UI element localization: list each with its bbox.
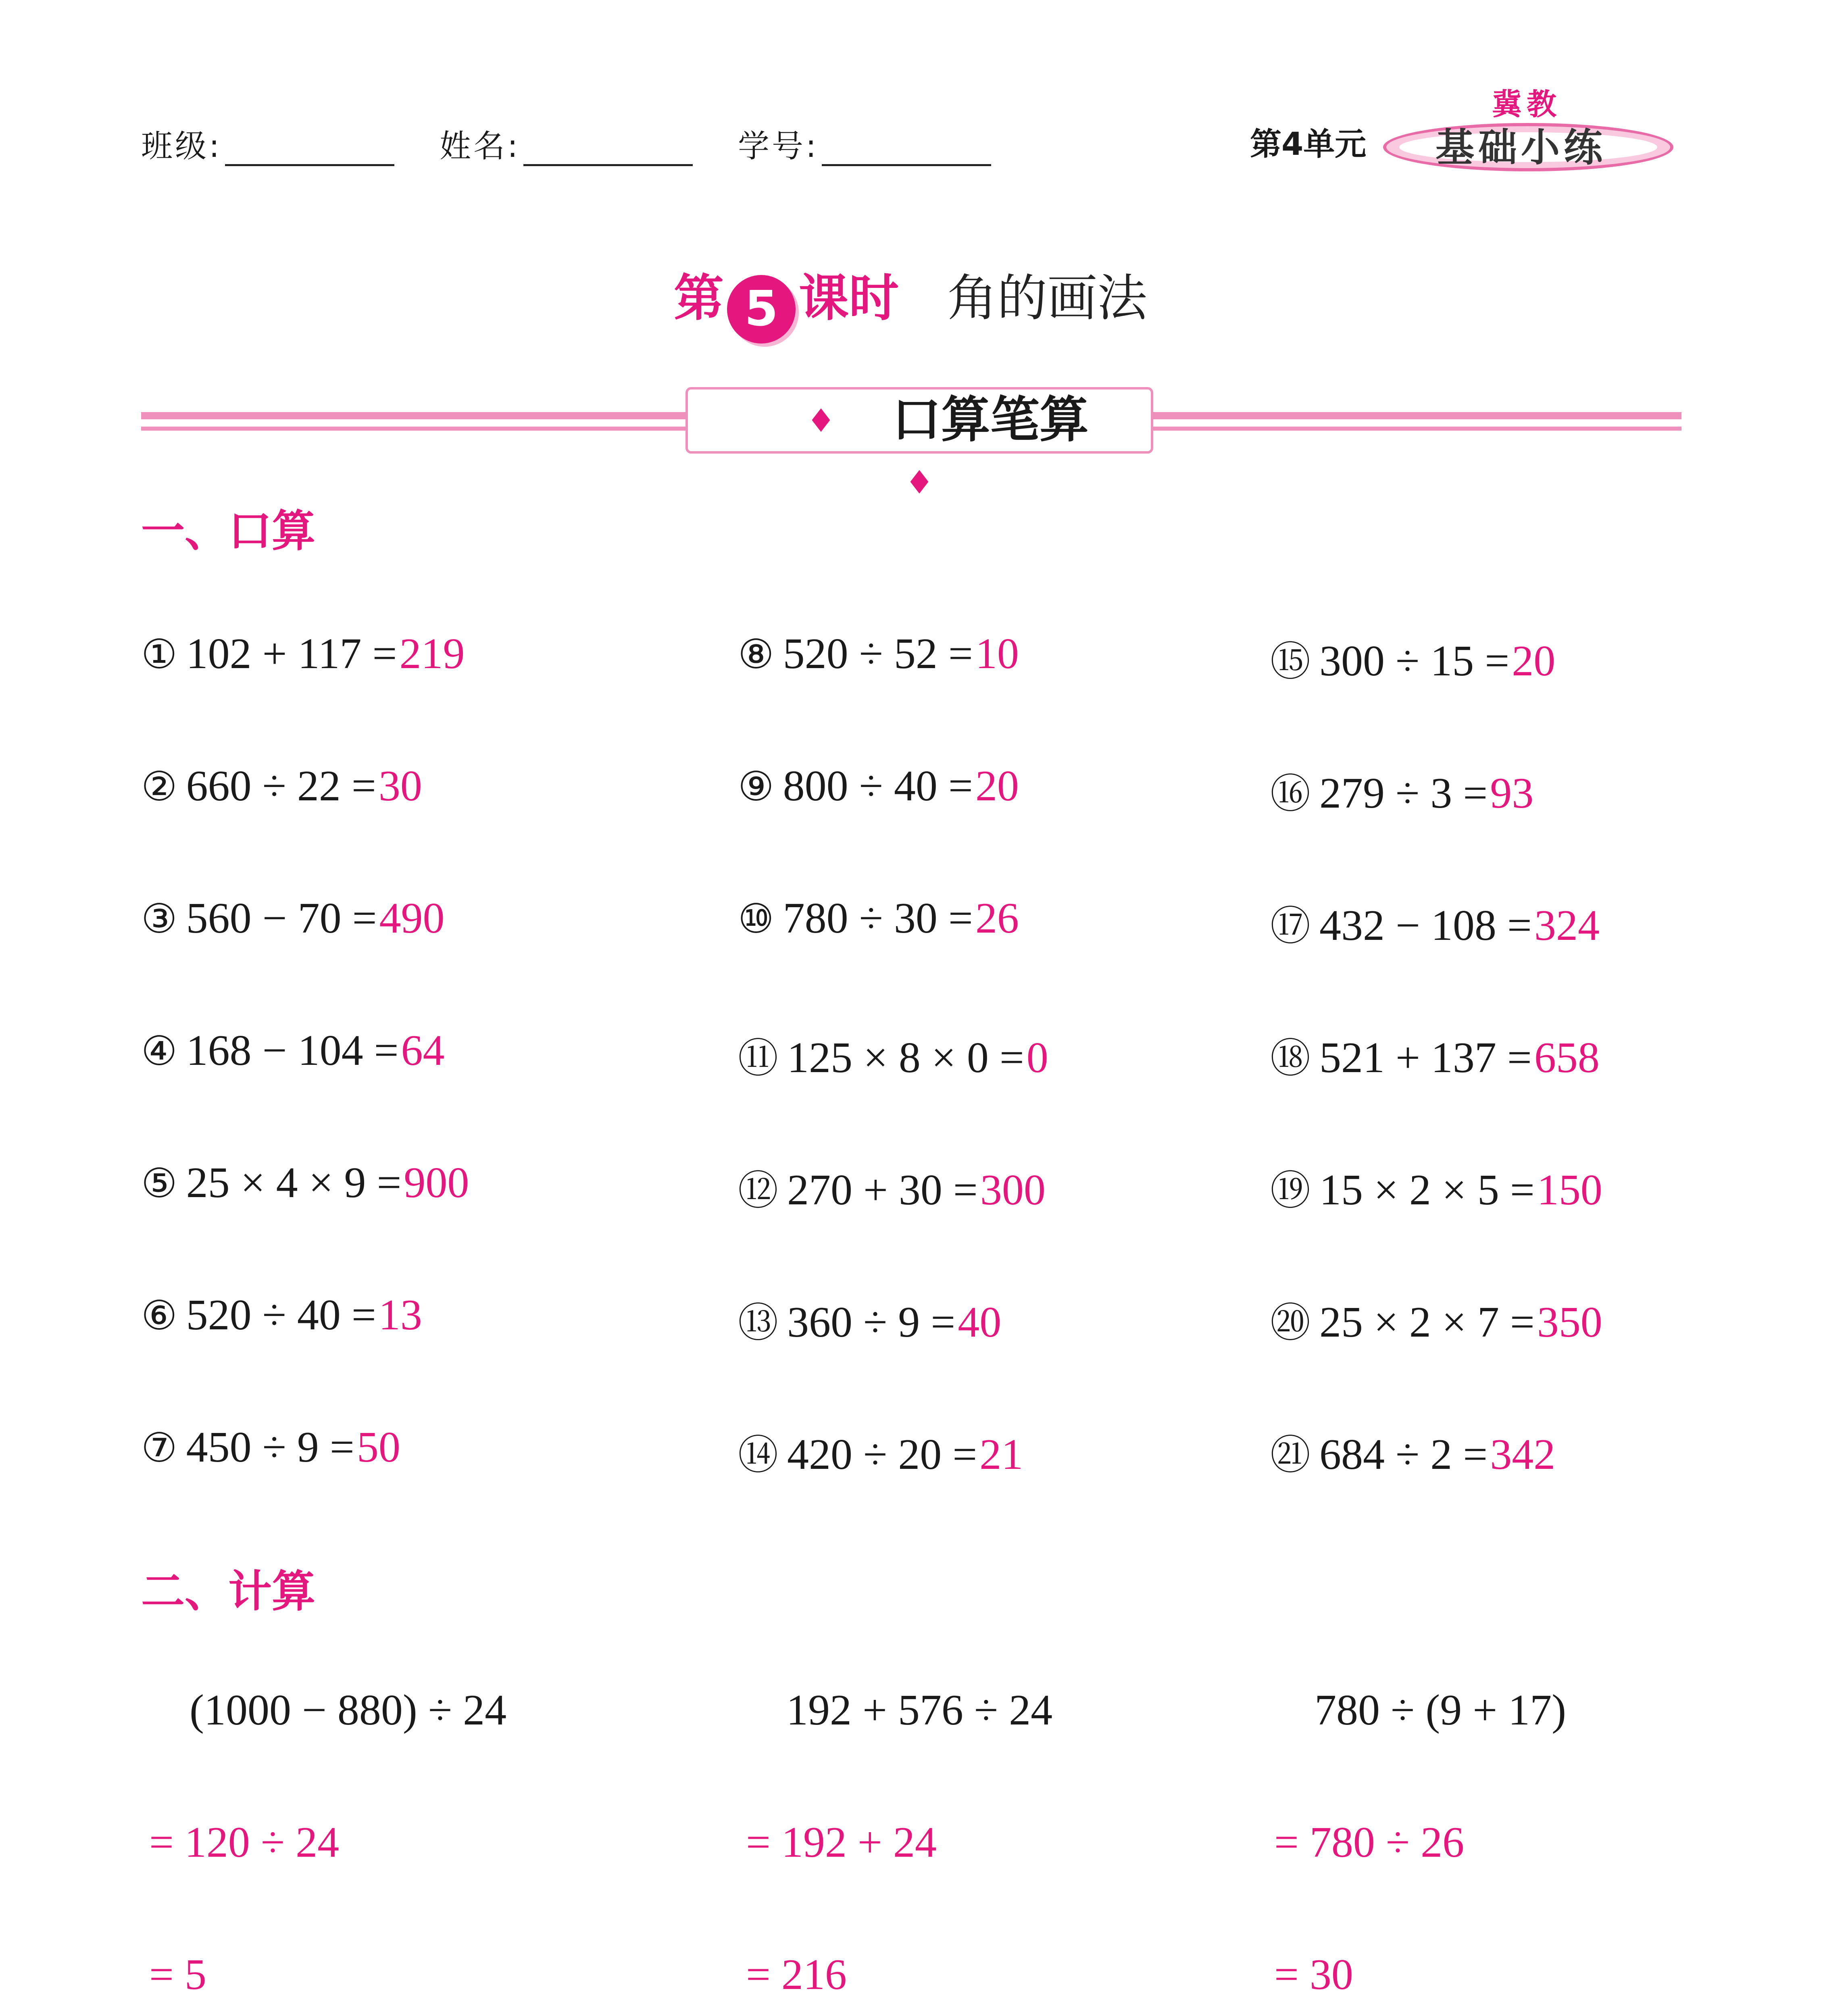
problem-index: ⑲ <box>1270 1167 1311 1214</box>
problem-index: ⑦ <box>141 1424 177 1471</box>
problem-index: ⑩ <box>738 895 774 942</box>
problem-answer[interactable]: 20 <box>975 762 1019 810</box>
name-blank[interactable] <box>523 136 693 166</box>
name-label: 姓名: <box>440 128 521 165</box>
problem-index: ⑭ <box>738 1431 778 1479</box>
problem-index: ⑫ <box>738 1167 778 1214</box>
problem-expression: 684 ÷ 2 = <box>1319 1431 1488 1479</box>
oral-problem <box>738 1026 1048 1084</box>
problem-answer[interactable]: 219 <box>399 630 465 678</box>
problem-index: ⑰ <box>1270 902 1311 950</box>
series-logo: 基础小练 <box>1436 125 1606 170</box>
oral-problem <box>1270 1290 1602 1348</box>
problem-answer[interactable]: 350 <box>1537 1298 1602 1346</box>
problem-expression: 25 × 4 × 9 = <box>186 1159 402 1207</box>
problem-answer[interactable]: 300 <box>980 1166 1046 1214</box>
oral-problem <box>738 1158 1046 1216</box>
oral-problem <box>738 761 1019 811</box>
problem-index: ③ <box>141 895 177 942</box>
problem-expression: 660 ÷ 22 = <box>186 762 376 810</box>
calc-step[interactable]: = 192 + 24 <box>746 1818 937 1866</box>
diamond-icon: ♦ <box>806 402 835 439</box>
lesson-title <box>0 258 1821 344</box>
oral-problem <box>141 761 422 811</box>
problem-expression: 15 × 2 × 5 = <box>1319 1166 1535 1214</box>
calc-expression: 780 ÷ (9 + 17) <box>1315 1686 1567 1734</box>
class-label: 班级: <box>141 128 222 165</box>
oral-problem <box>141 629 465 679</box>
problem-expression: 450 ÷ 9 = <box>186 1423 354 1471</box>
problem-expression: 432 − 108 = <box>1319 902 1532 950</box>
lesson-topic: 角的画法 <box>947 269 1148 327</box>
calc-expression: (1000 − 880) ÷ 24 <box>190 1686 507 1734</box>
oral-problem <box>738 1290 1001 1348</box>
oral-problem <box>141 1290 422 1340</box>
problem-answer[interactable]: 658 <box>1534 1034 1600 1082</box>
problem-answer[interactable]: 10 <box>975 630 1019 678</box>
oral-problem <box>1270 893 1600 952</box>
problem-expression: 520 ÷ 40 = <box>186 1291 376 1339</box>
lesson-suffix: 课时 <box>798 269 899 327</box>
problem-expression: 168 − 104 = <box>186 1027 399 1075</box>
calc-result[interactable]: = 30 <box>1274 1951 1353 1999</box>
problem-answer[interactable]: 150 <box>1537 1166 1602 1214</box>
problem-index: ⑧ <box>738 631 774 678</box>
problem-answer[interactable]: 30 <box>378 762 422 810</box>
problem-index: ⑱ <box>1270 1035 1311 1082</box>
name-field <box>440 121 693 166</box>
problem-expression: 300 ÷ 15 = <box>1319 637 1510 685</box>
calc-step[interactable]: = 780 ÷ 26 <box>1274 1818 1465 1866</box>
section-heading-calc: 二、计算 <box>141 1566 316 1617</box>
oral-problem <box>738 1422 1023 1481</box>
class-field <box>141 121 394 166</box>
id-field <box>738 121 991 166</box>
id-blank[interactable] <box>822 136 991 166</box>
problem-answer[interactable]: 13 <box>378 1291 422 1339</box>
problem-expression: 270 + 30 = <box>787 1166 978 1214</box>
problem-answer[interactable]: 93 <box>1490 769 1534 817</box>
calc-step[interactable]: = 120 ÷ 24 <box>149 1818 340 1866</box>
problem-expression: 360 ÷ 9 = <box>787 1298 956 1346</box>
oral-problem <box>738 629 1019 679</box>
problem-expression: 279 ÷ 3 = <box>1319 769 1488 817</box>
class-blank[interactable] <box>225 136 394 166</box>
problem-expression: 420 ÷ 20 = <box>787 1431 977 1479</box>
calc-result[interactable]: = 5 <box>149 1951 206 1999</box>
problem-expression: 520 ÷ 52 = <box>783 630 973 678</box>
oral-problem <box>1270 1422 1555 1481</box>
oral-problem <box>141 893 444 943</box>
problem-answer[interactable]: 490 <box>379 894 445 942</box>
calc-expression: 192 + 576 ÷ 24 <box>786 1686 1053 1734</box>
problem-expression: 102 + 117 = <box>186 630 397 678</box>
lesson-number-badge: 5 <box>727 275 796 344</box>
problem-index: ⑤ <box>141 1160 177 1207</box>
oral-problem <box>141 1422 400 1472</box>
problem-answer[interactable]: 0 <box>1026 1034 1048 1082</box>
problem-index: ⑨ <box>738 763 774 810</box>
problem-answer[interactable]: 40 <box>958 1298 1002 1346</box>
problem-expression: 800 ÷ 40 = <box>783 762 973 810</box>
problem-answer[interactable]: 64 <box>401 1027 445 1075</box>
oral-problem <box>738 893 1019 943</box>
problem-expression: 780 ÷ 30 = <box>783 894 973 942</box>
problem-answer[interactable]: 324 <box>1534 902 1600 950</box>
problem-index: ① <box>141 631 177 678</box>
id-label: 学号: <box>738 128 819 165</box>
problem-answer[interactable]: 21 <box>979 1431 1023 1479</box>
problem-expression: 560 − 70 = <box>186 894 377 942</box>
oral-problem <box>1270 1158 1602 1216</box>
problem-answer[interactable]: 50 <box>356 1423 400 1471</box>
problem-index: ⑯ <box>1270 770 1311 817</box>
oral-problem <box>1270 761 1533 819</box>
unit-label: 第4单元 <box>1250 126 1367 162</box>
problem-expression: 25 × 2 × 7 = <box>1319 1298 1535 1346</box>
problem-index: ⑮ <box>1270 638 1311 685</box>
problem-index: ⑪ <box>738 1035 778 1082</box>
oral-problem <box>141 1026 444 1076</box>
problem-index: ⑳ <box>1270 1299 1311 1346</box>
problem-answer[interactable]: 900 <box>404 1159 469 1207</box>
problem-index: ㉑ <box>1270 1431 1311 1479</box>
oral-problem <box>1270 629 1555 687</box>
problem-expression: 521 + 137 = <box>1319 1034 1532 1082</box>
banner-title: 口算笔算 <box>892 391 1089 448</box>
problem-index: ⑬ <box>738 1299 778 1346</box>
section-banner <box>685 387 1153 501</box>
problem-answer[interactable]: 342 <box>1490 1431 1556 1479</box>
publisher-label: 冀教 <box>1492 87 1561 122</box>
problem-answer[interactable]: 26 <box>975 894 1019 942</box>
problem-index: ⑥ <box>141 1292 177 1339</box>
section-heading-oral: 一、口算 <box>141 506 316 556</box>
oral-problem <box>1270 1026 1600 1084</box>
calc-result[interactable]: = 216 <box>746 1951 847 1999</box>
problem-index: ④ <box>141 1027 177 1075</box>
problem-answer[interactable]: 20 <box>1512 637 1556 685</box>
problem-index: ② <box>141 763 177 810</box>
diamond-icon: ♦ <box>905 464 934 501</box>
oral-problem <box>141 1158 469 1208</box>
problem-expression: 125 × 8 × 0 = <box>787 1034 1024 1082</box>
lesson-prefix: 第 <box>673 269 724 327</box>
